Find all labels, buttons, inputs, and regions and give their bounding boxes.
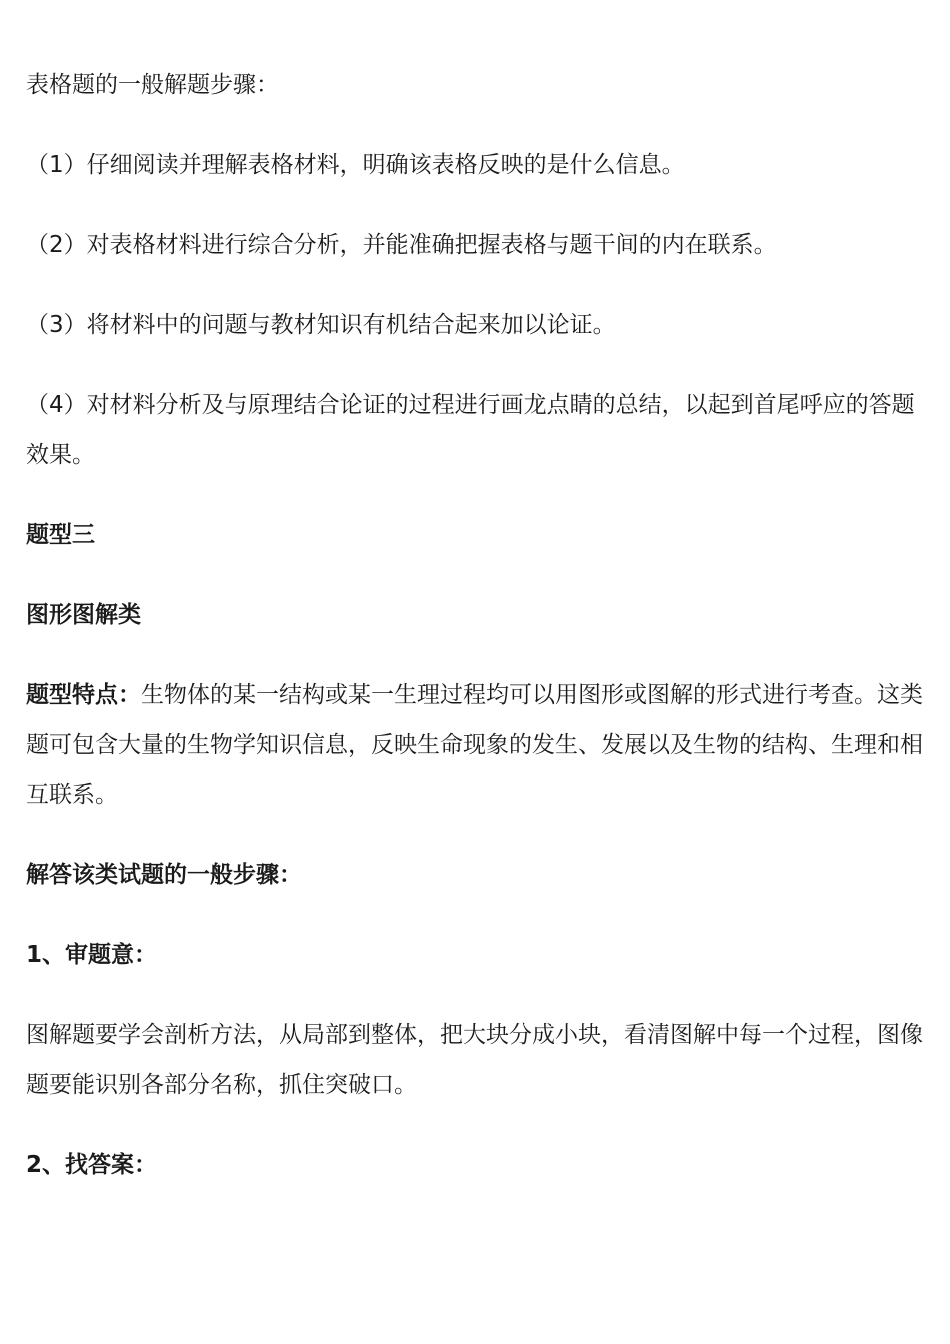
feature-paragraph: [26, 670, 926, 820]
general-steps-heading: 解答该类试题的一般步骤：: [26, 862, 302, 888]
step-item-1: （1）仔细阅读并理解表格材料，明确该表格反映的是什么信息。: [26, 152, 685, 178]
feature-text: 生物体的某一结构或某一生理过程均可以用图形或图解的形式进行考查。这类题可包含大量的生物学知识信息，反映生命现象的发生、发展以及生物的结构、生理和相互联系。: [26, 682, 923, 808]
step1-heading: 1、审题意：: [26, 942, 158, 968]
section-title: 题型三: [26, 522, 95, 548]
step1-text: 图解题要学会剖析方法，从局部到整体，把大块分成小块，看清图解中每一个过程，图像题要能识别各部分名称，抓住突破口。: [26, 1022, 923, 1098]
feature-label: 题型特点：: [26, 682, 141, 708]
document-body: [26, 60, 926, 1220]
step-item-3: （3）将材料中的问题与教材知识有机结合起来加以论证。: [26, 312, 616, 338]
section-subtitle: 图形图解类: [26, 602, 141, 628]
intro-text: 表格题的一般解题步骤：: [26, 72, 279, 98]
step-item-2: （2）对表格材料进行综合分析，并能准确把握表格与题干间的内在联系。: [26, 232, 777, 258]
step-item-4: （4）对材料分析及与原理结合论证的过程进行画龙点睛的总结，以起到首尾呼应的答题效果。: [26, 392, 915, 468]
step2-heading: 2、找答案：: [26, 1152, 158, 1178]
